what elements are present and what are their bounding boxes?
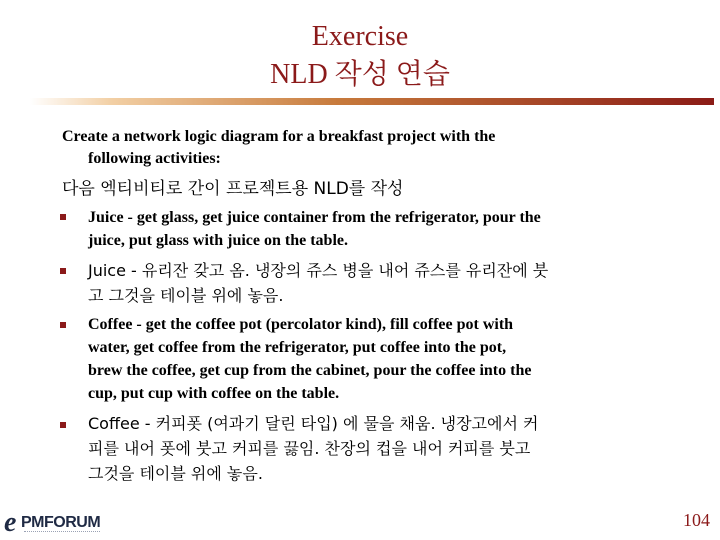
title-divider [30, 98, 714, 105]
list-item-line: 피를 내어 폿에 붓고 커피를 끓임. 찬장의 컵을 내어 커피를 붓고 [88, 439, 531, 458]
slide-subtitle: NLD 작성 연습 [270, 59, 450, 90]
intro-korean: 다음 엑티비티로 간이 프로젝트용 NLD를 작성 [62, 179, 404, 199]
bullet-icon [60, 268, 66, 274]
list-item-line: 고 그것을 테이블 위에 놓음. [88, 286, 284, 305]
list-item-line: Coffee - get the coffee pot (percolator kind), fill coffee pot with [88, 316, 514, 333]
list-item-line: Coffee - 커피폿 (여과기 달린 타입) 에 물을 채움. 냉장고에서 커 [88, 414, 539, 433]
pmforum-logo [4, 507, 114, 538]
list-item-juice-en [88, 206, 668, 252]
logo-tagline-line [24, 531, 100, 534]
bullet-icon [60, 422, 66, 428]
list-item-juice-kr [88, 258, 668, 308]
list-item-coffee-kr [88, 411, 668, 486]
logo-e-icon: e [4, 507, 17, 538]
intro-line-2: following activities: [88, 150, 221, 167]
page-number: 104 [683, 510, 710, 530]
intro-text [62, 126, 662, 170]
slide-title: Exercise [311, 21, 409, 52]
logo-name: PMFORUM [21, 514, 101, 531]
intro-line-1: Create a network logic diagram for a breakfast project with the [62, 128, 496, 145]
bullet-icon [60, 214, 66, 220]
list-item-line: water, get coffee from the refrigerator, put coffee into the pot, [88, 339, 507, 356]
list-item-line: Juice - get glass, get juice container from the refrigerator, pour the [88, 209, 541, 226]
list-item-coffee-en [88, 313, 668, 405]
list-item-line: 그것을 테이블 위에 놓음. [88, 464, 263, 483]
bullet-icon [60, 322, 66, 328]
list-item-line: juice, put glass with juice on the table. [88, 232, 348, 249]
list-item-line: Juice - 유리잔 갖고 옴. 냉장의 쥬스 병을 내어 쥬스를 유리잔에 붓 [88, 261, 549, 280]
list-item-line: cup, put cup with coffee on the table. [88, 385, 340, 402]
list-item-line: brew the coffee, get cup from the cabinet, pour the coffee into the [88, 362, 532, 379]
